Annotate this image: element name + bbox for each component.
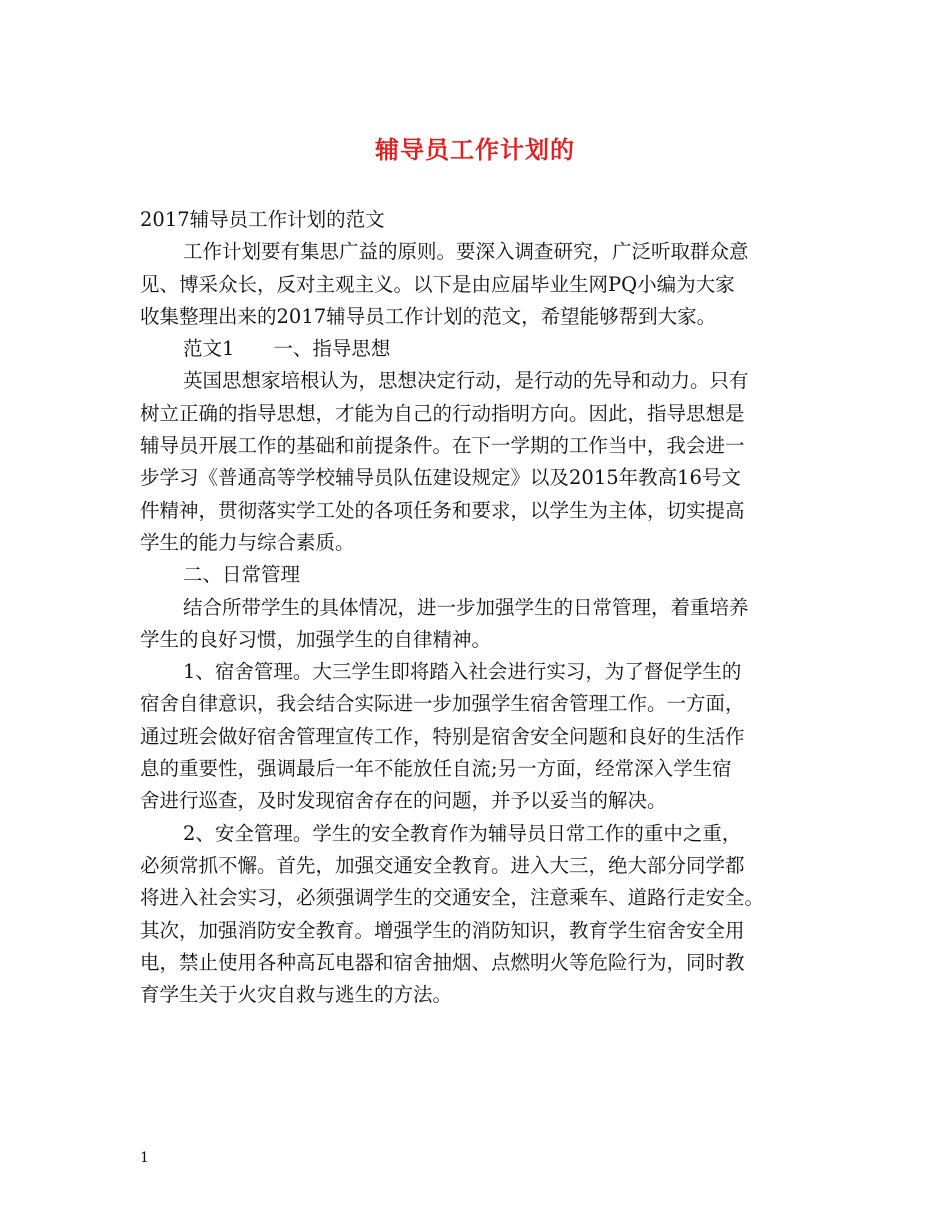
text-line: 宿舍自律意识，我会结合实际进一步加强学生宿舍管理工作。一方面， xyxy=(140,692,745,716)
text-line: 见、博采众长，反对主观主义。以下是由应届毕业生网PQ小编为大家 xyxy=(140,272,735,296)
text-line: 学生的良好习惯，加强学生的自律精神。 xyxy=(140,627,492,651)
document-body xyxy=(140,204,830,1011)
text-line: 辅导员开展工作的基础和前提条件。在下一学期的工作当中，我会进一 xyxy=(140,434,745,458)
text-line: 件精神，贯彻落实学工处的各项任务和要求，以学生为主体，切实提高 xyxy=(140,498,745,522)
text-line: 结合所带学生的具体情况，进一步加强学生的日常管理，着重培养 xyxy=(183,595,749,619)
text-line: 英国思想家培根认为，思想决定行动，是行动的先导和动力。只有 xyxy=(183,369,749,393)
text-line: 2、安全管理。学生的安全教育作为辅导员日常工作的重中之重， xyxy=(183,821,742,845)
text-line: 电，禁止使用各种高瓦电器和宿舍抽烟、点燃明火等危险行为，同时教 xyxy=(140,950,745,974)
text-line: 树立正确的指导思想，才能为自己的行动指明方向。因此，指导思想是 xyxy=(140,401,745,425)
text-line: 工作计划要有集思广益的原则。要深入调查研究，广泛听取群众意 xyxy=(183,240,749,264)
document-title: 辅导员工作计划的 xyxy=(375,136,575,164)
text-line: 2017辅导员工作计划的范文 xyxy=(140,208,385,231)
text-line: 范文1 一、指导思想 xyxy=(183,337,391,361)
text-line: 收集整理出来的2017辅导员工作计划的范文，希望能够帮到大家。 xyxy=(140,304,717,328)
text-line: 将进入社会实习，必须强调学生的交通安全，注意乘车、道路行走安全。 xyxy=(140,886,765,910)
text-line: 通过班会做好宿舍管理宣传工作，特别是宿舍安全问题和良好的生活作 xyxy=(140,724,745,748)
text-line: 二、日常管理 xyxy=(183,563,301,587)
text-line: 舍进行巡查，及时发现宿舍存在的问题，并予以妥当的解决。 xyxy=(140,789,667,813)
text-line: 必须常抓不懈。首先，加强交通安全教育。进入大三，绝大部分同学都 xyxy=(140,853,745,877)
text-line: 育学生关于火灾自救与逃生的方法。 xyxy=(140,983,453,1007)
text-line: 1、宿舍管理。大三学生即将踏入社会进行实习，为了督促学生的 xyxy=(183,660,742,684)
text-line: 其次，加强消防安全教育。增强学生的消防知识，教育学生宿舍安全用 xyxy=(140,918,745,942)
page-number: 1 xyxy=(140,1150,149,1166)
text-line: 息的重要性，强调最后一年不能放任自流;另一方面，经常深入学生宿 xyxy=(140,757,732,781)
text-line: 步学习《普通高等学校辅导员队伍建设规定》以及2015年教高16号文 xyxy=(140,466,741,490)
text-line: 学生的能力与综合素质。 xyxy=(140,530,355,554)
